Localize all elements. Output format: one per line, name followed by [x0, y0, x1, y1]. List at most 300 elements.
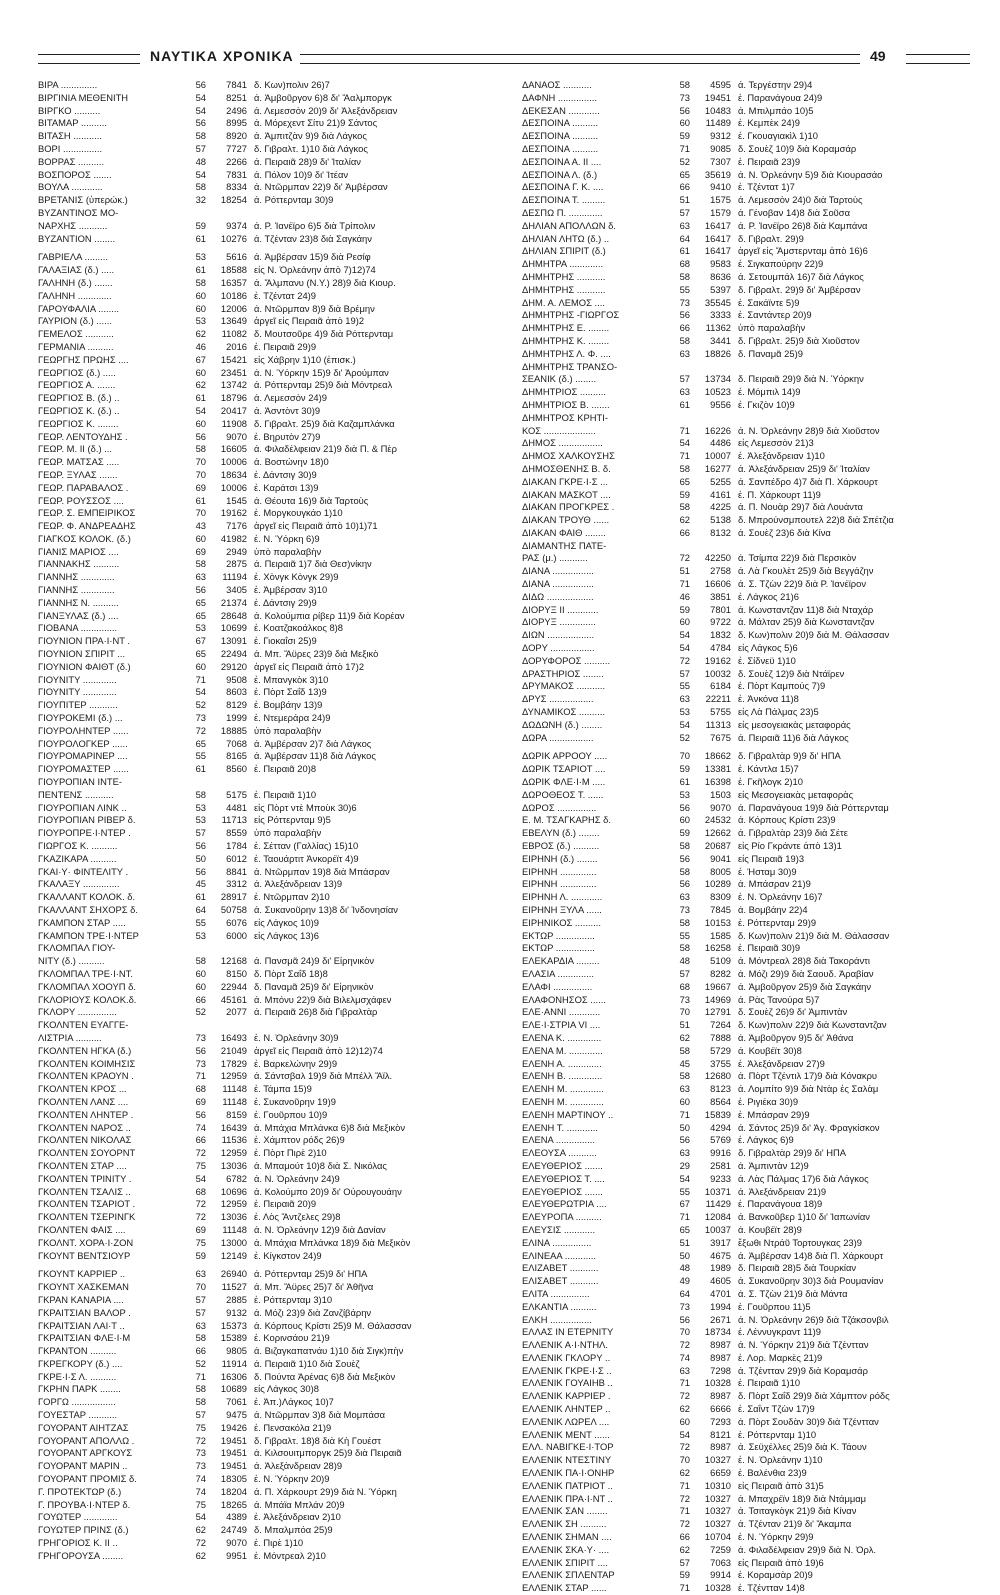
- ship-name: ΓΚΟΛΝΤΕΝ ΣΟΥΟΡΝΤ: [38, 1147, 136, 1159]
- ship-row: [38, 1083, 486, 1096]
- tonnage: 19451: [704, 91, 731, 103]
- tonnage: 15373: [220, 1319, 247, 1331]
- ship-row: [522, 604, 970, 617]
- ship-name: ΓΑΥΡΙΟΝ (δ.) ......: [38, 315, 112, 327]
- position-info: ά. Ν. Ὑόρκην 15)9 δι' Ἀρούμπαν: [254, 366, 389, 378]
- position-info: δ. Πειραιᾶ 29)9 διὰ Ν. Ὑόρκην: [738, 373, 864, 385]
- ship-row: [38, 290, 486, 303]
- ship-name: ΕΛΙΝΑ ...............: [522, 1236, 592, 1248]
- ship-name: ΓΕΩΡ. Μ. ΙΙ (δ.) ...: [38, 443, 113, 455]
- ship-row: [38, 1371, 486, 1384]
- position-info: ά. Πόλον 10)9 δι' Ἰτέαν: [254, 168, 349, 180]
- ship-name: ΓΚΟΛΝΤΕΝ ΝΙΚΟΛΑΣ: [38, 1134, 132, 1146]
- build-year: 68: [195, 1185, 206, 1197]
- ship-row: [522, 968, 970, 981]
- tonnage: 7675: [710, 731, 731, 743]
- position-info: ἐ. Πειραιᾶ 20)9: [254, 1198, 317, 1210]
- build-year: 74: [679, 1351, 690, 1363]
- ship-name: ΓΙΟΥΡΟΠΡΕ·Ι·ΝΤΕΡ .: [38, 827, 131, 839]
- position-info: ἐ. Κίγκστον 24)9: [254, 1249, 322, 1261]
- build-year: 66: [679, 1531, 690, 1543]
- ship-row: [522, 1006, 970, 1019]
- tonnage: 16258: [704, 942, 731, 954]
- ship-name: ΓΚΟΥΝΤ ΧΑΣΚΕΜΑΝ: [38, 1281, 129, 1293]
- build-year: 56: [679, 104, 690, 116]
- build-year: 71: [195, 673, 206, 685]
- build-year: 56: [195, 1044, 206, 1056]
- build-year: 73: [679, 91, 690, 103]
- ship-row: [522, 1058, 970, 1071]
- tonnage: 13734: [704, 373, 731, 385]
- tonnage: 10310: [704, 1479, 731, 1491]
- ship-name: ΓΕΡΜΑΝΙΑ ..........: [38, 340, 114, 352]
- tonnage: 9410: [710, 181, 731, 193]
- tonnage: 16398: [704, 776, 731, 788]
- position-info: ά. Πὸρτ Τζέντιλ 17)9 διὰ Κόνακρυ: [738, 1070, 878, 1082]
- build-year: 58: [679, 270, 690, 282]
- tonnage: 11194: [222, 571, 247, 583]
- ship-name: ΕΛΛΕΝΙΚ Α·Ι·ΝΤΗΛ.: [522, 1339, 608, 1351]
- tonnage: 9132: [226, 1306, 247, 1318]
- ship-row: [522, 1262, 970, 1275]
- ship-name: ΓΚΡΗΝ ΠΑΡΚ ........: [38, 1383, 121, 1395]
- position-info: ά. Μπιλμπάο 10)5: [738, 104, 814, 116]
- tonnage: 12168: [220, 955, 247, 967]
- ship-row: [38, 1186, 486, 1199]
- ship-name: ΕΒΡΟΣ (δ.) ..........: [522, 840, 600, 852]
- ship-name: ΓΚΟΛΝΤΕΝ ΣΤΑΡ ....: [38, 1159, 127, 1171]
- ship-row: [38, 635, 486, 648]
- build-year: 65: [195, 596, 206, 608]
- position-info: ά. Μπόνυ 22)9 διὰ Βιλελμσχάφεν: [254, 993, 392, 1005]
- tonnage: 9070: [226, 1537, 247, 1549]
- tonnage: 9914: [710, 1569, 731, 1581]
- ship-row: [38, 610, 486, 623]
- ship-name: ΔΙΑΝΑ ................: [522, 578, 594, 590]
- build-year: 70: [679, 1326, 690, 1338]
- ship-name: ΕΛΕΟΥΣΑ ...........: [522, 1147, 597, 1159]
- position-info: ά. Ν. Ὑόρκην 21)9 διὰ Τζέντταν: [738, 1339, 869, 1351]
- position-info: ά. Ρ. Ἰανέϊρο 26)8 διὰ Καμπάνα: [738, 219, 868, 231]
- ship-row: [38, 686, 486, 699]
- ship-name: ΓΚΟΛΝΤ. ΧΟΡΑ·Ι·ΖΟΝ: [38, 1236, 134, 1248]
- position-info: ἐ. Ντεμεράρα 24)9: [254, 712, 331, 724]
- ship-row: [522, 156, 970, 169]
- tonnage: 2581: [710, 1159, 731, 1171]
- build-year: 63: [679, 891, 690, 903]
- ship-name: ΕΛΛΕΝΙΚ ΓΚΡΕ·Ι·Σ ..: [522, 1364, 612, 1376]
- ship-name: ΔΕΣΠΩ Π. .............: [522, 206, 603, 218]
- tonnage: 4225: [710, 501, 731, 513]
- ship-row: [522, 1467, 970, 1480]
- build-year: 67: [679, 1198, 690, 1210]
- ship-name: ΚΟΣ ....................: [522, 424, 596, 436]
- ship-row: [38, 105, 486, 118]
- build-year: 72: [195, 1434, 206, 1446]
- ship-row: [522, 680, 970, 693]
- build-year: 63: [679, 1083, 690, 1095]
- ship-row: [522, 1544, 970, 1557]
- ship-row: [522, 1032, 970, 1045]
- ship-row: [522, 105, 970, 118]
- position-info: ἐ. Ρόττερνταμ 1)10: [738, 1428, 817, 1440]
- position-info: εἰς Ν. Ὀρλεάνην ἀπὸ 7)12)74: [254, 264, 376, 276]
- ship-row: [522, 789, 970, 802]
- position-info: ἐ. Πὸρτ Καμπούς 7)9: [738, 680, 826, 692]
- ship-row: [522, 763, 970, 776]
- position-info: δ. Γιβραλτ. 25)9 διὰ Χιοῦστον: [738, 334, 860, 346]
- ship-row: [38, 117, 486, 130]
- build-year: 72: [195, 1198, 206, 1210]
- build-year: 61: [679, 245, 690, 257]
- ship-row: [522, 1569, 970, 1582]
- position-info: ἐ. Χὸνγκ Κὸνγκ 29)9: [254, 571, 339, 583]
- build-year: 66: [195, 993, 206, 1005]
- position-info: εἰς Λάγκος 30)8: [254, 1383, 319, 1395]
- ship-name: ΕΛΕΥΘΕΡΩΤΡΙΑ ....: [522, 1198, 607, 1210]
- build-year: 58: [679, 462, 690, 474]
- build-year: 53: [195, 801, 206, 813]
- build-year: 60: [679, 1095, 690, 1107]
- build-year: 54: [679, 1172, 690, 1184]
- ship-name: ΕΛΛΕΝΙΚ ΣΑΝ ........: [522, 1505, 608, 1517]
- build-year: 63: [195, 1268, 206, 1280]
- ship-name: ΔΙΟΡΥΞ ..............: [522, 616, 596, 628]
- ship-row: [38, 92, 486, 105]
- position-info: ἀργεῖ εἰς Πειραιᾶ ἀπὸ 19)2: [254, 315, 365, 327]
- ship-row: [38, 597, 486, 610]
- ship-name: ΔΕΣΠΟΙΝΑ Γ. Κ. ....: [522, 181, 604, 193]
- ship-name: ΕΙΡΗΝΗ Λ. ............: [522, 891, 603, 903]
- tonnage: 10006: [220, 456, 247, 468]
- ship-row: [38, 1486, 486, 1499]
- ship-row: [522, 489, 970, 502]
- ship-name: ΓΚΡΑΙΤΣΙΑΝ ΒΑΛΟΡ .: [38, 1306, 131, 1318]
- ship-name: ΔΗΜΗΤΡΑ .............: [522, 258, 604, 270]
- tonnage: 5769: [710, 1134, 731, 1146]
- ship-name: ΓΚΡΕ·Ι·Σ Λ. ..........: [38, 1370, 117, 1382]
- ship-row: [522, 1083, 970, 1096]
- position-info: ἐ. Λορ. Μαρκὲς 21)9: [738, 1351, 823, 1363]
- position-info: ἐ. Ἀλεξάνδρειαν 2)10: [254, 1511, 341, 1523]
- ship-name: ΓΚΛΟΜΠΑΛ ΧΟΟΥΠ δ.: [38, 980, 136, 992]
- position-info: ά. Πειραιᾶ 11)6 διὰ Λάγκος: [738, 731, 849, 743]
- position-info: ά. Ἀμβέρσαν 14)8 διὰ Π. Χάρκουρτ: [738, 1249, 884, 1261]
- position-info: δ. Γιβραλτ. 29)9: [738, 232, 804, 244]
- build-year: 59: [679, 488, 690, 500]
- position-info: δ. Γιβραλτ. 1)10 διὰ Λάγκος: [254, 142, 368, 154]
- tonnage: 2266: [226, 155, 247, 167]
- ship-name: ΓΚΡΕΓΚΟΡΥ (δ.) ....: [38, 1357, 123, 1369]
- position-info: ά. Συκανοῦρην 13)8 δι' Ἰνδονησίαν: [254, 904, 398, 915]
- ship-name: ΓΚΡΑΝ ΚΑΝΑΡΙΑ ....: [38, 1293, 124, 1305]
- tonnage: 5138: [710, 514, 731, 526]
- tonnage: 2885: [226, 1293, 247, 1305]
- build-year: 51: [679, 565, 690, 577]
- position-info: ά. Βανκοῦβερ 1)10 δι' Ἰαπωνίαν: [738, 1211, 870, 1223]
- tonnage: 5616: [226, 251, 247, 263]
- tonnage: 3917: [710, 1236, 731, 1248]
- position-info: ά. Λεμεσσὸν 20)9 δι' Ἀλεξάνδρειαν: [254, 104, 398, 116]
- ship-row: [522, 386, 970, 399]
- position-info: ἐ. Κοατζακοάλκος 8)8: [254, 622, 344, 634]
- ship-name: ΓΙΑΝΞΥΛΑΣ (δ.) ....: [38, 609, 119, 621]
- position-info: δ. Μπαλμπόα 25)9: [254, 1524, 333, 1536]
- position-info: ἐ. Βηρυτὸν 27)9: [254, 430, 321, 442]
- ship-name: ΕΛΛΕΝΙΚ ΓΟΥΑΙΗΒ ..: [522, 1377, 613, 1389]
- tonnage: 2949: [226, 545, 247, 557]
- ship-row: [38, 1096, 486, 1109]
- tonnage: 16306: [220, 1370, 247, 1382]
- tonnage: 9374: [226, 219, 247, 231]
- ship-name: ΕΛΕΥΘΕΡΙΟΣ .......: [522, 1159, 603, 1171]
- ship-name: ΒΥΖΑΝΤΙΝΟΣ ΜΟ-: [38, 206, 119, 218]
- ship-row: [522, 1531, 970, 1544]
- ship-row: [38, 1250, 486, 1263]
- build-year: 58: [195, 276, 206, 288]
- ship-name: ΒΙΡΑ ..............: [38, 79, 98, 90]
- ship-row: [38, 251, 486, 264]
- build-year: 57: [195, 1306, 206, 1318]
- position-info: ἐ. Ρόττερνταμ 3)10: [254, 1293, 333, 1305]
- ship-name: ΓΕΜΕΛΟΣ ...........: [38, 328, 114, 340]
- ship-name: ΔΗΜΟΣ ΧΑΛΚΟΥΣΗΣ: [522, 450, 615, 462]
- ship-name: ΕΛΕΝΗ Μ. .............: [522, 1095, 604, 1107]
- position-info: ά. Μπάϊα Μπλάν 20)9: [254, 1498, 345, 1510]
- ship-name: ΓΚΛΟΜΠΑΛ ΤΡΕ·Ι·ΝΤ.: [38, 967, 133, 979]
- ship-name: ΔΕΣΠΟΙΝΑ ..........: [522, 117, 599, 129]
- position-info: ἐ. Μπάσραν 29)9: [738, 1108, 810, 1120]
- position-info: ἐ. Σακάϊντε 5)9: [738, 296, 800, 308]
- position-info: ά. Μπαμούτ 10)8 διὰ Σ. Νικόλας: [254, 1159, 387, 1171]
- position-info: ά. Ἄλμπανυ (Ν.Υ.) 28)9 διὰ Κιουρ.: [254, 276, 396, 288]
- position-info: ά. Ἀσντὸντ 30)9: [254, 404, 321, 416]
- ship-row: [38, 1345, 486, 1358]
- position-info: ά. Φιλαδέλφειαν 29)9 διὰ Ν. Ὀρλ.: [738, 1543, 876, 1555]
- build-year: 65: [679, 475, 690, 487]
- ship-name: ΕΛΕΥΡΟΠΑ ..........: [522, 1211, 602, 1223]
- ship-row: [38, 904, 486, 917]
- position-info: ἀργεῖ εἰς Πειραιᾶ ἀπὸ 10)1)71: [254, 520, 378, 532]
- tonnage: 7063: [710, 1556, 731, 1568]
- ship-row: [522, 693, 970, 706]
- ship-name: ΓΙΟΥΝΙΟΝ ΣΠΙΡΙΤ ...: [38, 648, 126, 660]
- position-info: ά. Κουβέϊτ 28)9: [738, 1223, 802, 1235]
- build-year: 70: [195, 507, 206, 519]
- ship-row: [522, 616, 970, 629]
- ship-row: [38, 1122, 486, 1135]
- ship-name: ΓΚΟΛΝΤΕΝ ΗΓΚΑ (δ.): [38, 1044, 132, 1056]
- build-year: 72: [679, 1339, 690, 1351]
- ship-row: [522, 143, 970, 156]
- ship-row: [38, 379, 486, 392]
- tonnage: 1832: [710, 629, 731, 641]
- position-info: ά. Κολούμπια ρίβερ 11)9 διὰ Κορέαν: [254, 609, 405, 621]
- position-info: ἐ. Ντῶρμπαν 2)10: [254, 891, 330, 903]
- ship-name: ΓΚΡΑΙΤΣΙΑΝ ΛΑΙ·Τ ..: [38, 1319, 125, 1331]
- ship-row: [522, 891, 970, 904]
- ship-name: ΕΛΛΕΝΙΚ ΚΑΡΡΙΕΡ .: [522, 1390, 611, 1402]
- ship-row: [38, 891, 486, 904]
- ship-name: ΓΚΟΛΝΤΕΝ ΛΑΝΣ ....: [38, 1095, 129, 1107]
- ship-row: [522, 732, 970, 745]
- build-year: 66: [195, 1134, 206, 1146]
- build-year: 75: [195, 1498, 206, 1510]
- position-info: εἰς Λάγκος 5)6: [738, 642, 798, 654]
- ship-name: ΓΚΛΟΡΙΟΥΣ ΚΟΛΟΚ.δ.: [38, 993, 137, 1005]
- position-info: ἐ. Βομβάην 13)9: [254, 699, 323, 711]
- tonnage: 18662: [704, 750, 731, 762]
- ship-name: ΕΙΡΗΝΗ (δ.) ........: [522, 852, 598, 864]
- position-info: ά. Λὰ Γκουλὲτ 25)9 διὰ Βεγγάζην: [738, 565, 874, 577]
- build-year: 66: [679, 526, 690, 538]
- tonnage: 8150: [226, 967, 247, 979]
- build-year: 63: [195, 1319, 206, 1331]
- tonnage: 19667: [704, 980, 731, 992]
- ship-row: [522, 1173, 970, 1186]
- tonnage: 10371: [704, 1185, 731, 1197]
- ship-name: ΓΟΥΟΡΑΝΤ ΑΙΗΤΖΑΣ: [38, 1421, 129, 1433]
- ship-name: ΕΛΙΝΕΑΑ ............: [522, 1249, 596, 1261]
- ship-name: ΓΙΑΓΚΟΣ ΚΟΛΟΚ. (δ.): [38, 532, 131, 544]
- ship-row: [522, 1352, 970, 1365]
- tonnage: 8920: [226, 130, 247, 142]
- ship-row: [522, 1019, 970, 1032]
- position-info: ά. Σ. Τζὼν 22)9 διὰ Ρ. Ἰανέϊρον: [738, 578, 867, 590]
- build-year: 51: [679, 1019, 690, 1031]
- ship-name: ΣΕΑΝΙΚ (δ.) ........: [522, 373, 597, 385]
- ship-name: ΕΛΕ·Ι·ΣΤΡΙΑ VI ....: [522, 1019, 601, 1031]
- tonnage: 10032: [704, 667, 731, 679]
- tonnage: 7264: [710, 1019, 731, 1031]
- build-year: 57: [195, 827, 206, 839]
- ship-row: [38, 277, 486, 290]
- tonnage: 20417: [220, 404, 247, 416]
- build-year: 71: [679, 1108, 690, 1120]
- ship-name: ΕΛΕΝΗ Β. .............: [522, 1070, 603, 1082]
- ship-name: ΕΛΛΕΝΙΚ ΛΩΡΕΛ ....: [522, 1415, 610, 1427]
- ship-name: ΓΚΑΛΛΑΝΤ ΚΟΛΟΚ. δ.: [38, 891, 136, 903]
- position-info: ά. Σάντος 25)9 δι' Ἀγ. Φραγκίσκον: [738, 1121, 880, 1133]
- ship-name: ΓΕΩΡ. Φ. ΑΝΔΡΕΑΔΗΣ: [38, 520, 136, 532]
- tonnage: 19426: [220, 1421, 247, 1433]
- ship-row: [522, 501, 970, 514]
- ship-row: [522, 79, 970, 92]
- tonnage: 6012: [226, 852, 247, 864]
- build-year: 59: [195, 1249, 206, 1261]
- tonnage: 9508: [226, 673, 247, 685]
- position-info: ά. Κουβέϊτ 30)8: [738, 1044, 802, 1056]
- ship-name: ΓΚΟΛΝΤΕΝ ΦΑΙΣ ....: [38, 1223, 126, 1235]
- build-year: 61: [195, 763, 206, 775]
- ship-name: ΔΗΜΗΤΡΙΟΣ ..........: [522, 386, 606, 398]
- build-year: 56: [195, 79, 206, 90]
- tonnage: 5255: [710, 475, 731, 487]
- ship-row: [522, 776, 970, 789]
- build-year: 61: [679, 776, 690, 788]
- position-info: ἐ. Καράτσι 13)9: [254, 481, 319, 493]
- ship-row: [522, 373, 970, 386]
- tonnage: 1784: [226, 840, 247, 852]
- position-info: ἐ. Μόντρεαλ 2)10: [254, 1549, 326, 1561]
- ship-row: [522, 220, 970, 233]
- tonnage: 18204: [220, 1485, 247, 1497]
- position-info: ἐ. Ν. Ὑόρκην 20)9: [254, 1473, 330, 1485]
- tonnage: 8159: [226, 1108, 247, 1120]
- position-info: ά. Κόρπους Κρίστι 25)9 Μ. Θάλασσαν: [254, 1319, 412, 1331]
- ship-row: [522, 425, 970, 438]
- page-number: 49: [870, 48, 886, 64]
- tonnage: 7841: [226, 79, 247, 90]
- build-year: 72: [195, 1147, 206, 1159]
- position-info: δ. Μπρούνσμπουτελ 22)8 διὰ Σπέτζια: [738, 514, 894, 526]
- running-header: [38, 48, 970, 72]
- build-year: 71: [195, 1070, 206, 1082]
- build-year: 67: [195, 635, 206, 647]
- build-year: 61: [679, 398, 690, 410]
- tonnage: 16493: [220, 1031, 247, 1043]
- ship-name: ΓΟΥΩΤΕΡ .............: [38, 1511, 118, 1523]
- build-year: 62: [195, 1549, 206, 1561]
- tonnage: 11148: [222, 1223, 247, 1235]
- build-year: 65: [195, 648, 206, 660]
- position-info: ὑπὸ παραλαβὴν: [738, 322, 806, 334]
- ship-name: ΔΙΑΚΑΝ ΦΑΙΘ ........: [522, 526, 606, 538]
- ship-name: ΠΕΝΤΕΝΣ ...........: [38, 788, 114, 800]
- tonnage: 10037: [704, 1223, 731, 1235]
- position-info: ά. Ἀλεξάνδρειαν 13)9: [254, 878, 343, 890]
- ship-row: [522, 1582, 970, 1595]
- ship-name: ΓΡΗΓΟΡΟΥΣΑ ........: [38, 1549, 124, 1561]
- tonnage: 11362: [705, 322, 731, 334]
- ship-name: ΒΙΤΑΜΑΡ ..........: [38, 117, 107, 129]
- tonnage: 3405: [226, 584, 247, 596]
- ship-name: ΕΛΛΕΝΙΚ ΠΑ·Ι·ΟΝΗΡ: [522, 1467, 615, 1479]
- ship-name: ΡΑΣ (μ.) ...........: [522, 552, 588, 564]
- tonnage: 3312: [226, 878, 247, 890]
- build-year: 58: [195, 443, 206, 455]
- position-info: ἐ. Π. Χάρκουρτ 11)9: [738, 488, 821, 500]
- position-info: ά. Πὸρτ Σουδὰν 30)9 διὰ Τζέντταν: [738, 1415, 879, 1427]
- ship-name: ΒΟΡΙ ...............: [38, 142, 103, 154]
- ship-name: ΓΕΩΡΓΙΟΣ Κ. ........: [38, 417, 119, 429]
- build-year: 71: [195, 1370, 206, 1382]
- ship-name: ΓΙΑΝΝΑΚΗΣ ..........: [38, 558, 120, 570]
- ship-row: [38, 1224, 486, 1237]
- position-info: ά. Ν. Ὀρλεάνην 28)9 διὰ Χιοῦστον: [738, 424, 880, 436]
- build-year: 75: [195, 1421, 206, 1433]
- position-info: εἰς Λὰ Πάλμας 23)5: [738, 706, 819, 718]
- ship-row: [38, 418, 486, 431]
- build-year: 63: [679, 693, 690, 705]
- position-info: ά. Ἀλεξάνδρειαν 28)9: [254, 1460, 343, 1472]
- build-year: 75: [195, 1236, 206, 1248]
- ship-name: ΕΛΕΝΗ ΜΑΡΤΙΝΟΥ ..: [522, 1108, 614, 1120]
- ship-name: ΓΚΟΛΝΤΕΝ ΛΗΝΤΕΡ .: [38, 1108, 134, 1120]
- position-info: δ. Πούντα Ἀρένας 6)8 διὰ Μεξικὸν: [254, 1370, 396, 1382]
- position-info: ά. Πειραιᾶ 1)10 διὰ Σουὲζ: [254, 1357, 360, 1369]
- ship-name: ΝΙΤΥ (δ.) ..........: [38, 955, 105, 967]
- ship-row: [522, 245, 970, 258]
- ship-row: [522, 642, 970, 655]
- position-info: δ. Πειραιᾶ 28)5 διὰ Τουρκίαν: [738, 1262, 857, 1274]
- ship-name: ΔΕΚΕΣΑΝ ............: [522, 104, 600, 116]
- tonnage: 1545: [226, 494, 247, 506]
- tonnage: 11082: [221, 328, 247, 340]
- position-info: ά. Ντῶρμπαν 19)8 διὰ Μπάσραν: [254, 865, 390, 877]
- ship-row: [38, 1211, 486, 1224]
- ship-row: [38, 143, 486, 156]
